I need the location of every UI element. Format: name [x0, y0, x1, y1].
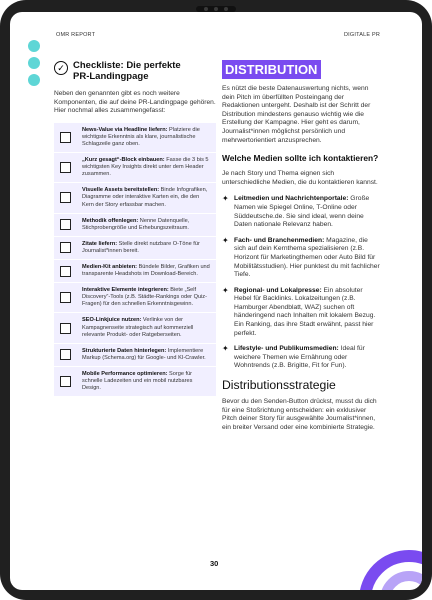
sparkle-icon: ✦ — [222, 235, 229, 245]
decor-dot — [28, 74, 40, 86]
checklist-item-label: Medien-Kit anbieten: — [82, 264, 138, 270]
checklist-item-text — [82, 371, 212, 392]
checklist-item-text — [82, 187, 212, 208]
checkbox[interactable] — [60, 323, 71, 334]
header-right: DIGITALE PR — [343, 32, 380, 38]
checklist-heading — [54, 60, 216, 82]
media-bullet — [222, 345, 380, 371]
checkbox[interactable] — [60, 292, 71, 303]
checklist-item-text — [82, 317, 212, 338]
sparkle-icon: ✦ — [222, 344, 229, 354]
checklist-item-label: News-Value via Headline liefern: — [82, 126, 168, 133]
checklist-item-description: Binde Infografiken, Diagramme oder interaktive Karten ein, die den Kern der Story erfassbar machen. — [82, 187, 208, 208]
media-bullet-label: Leitmedien und Nachrichtenportale: — [234, 195, 349, 203]
media-bullet-description: Ideal für weichere Themen wie Ernährung oder Wohntrends (z.B. Brigitte, Fit for Fun). — [234, 345, 365, 370]
media-bullet-label: Fach- und Branchenmedien: — [234, 236, 325, 244]
checklist-intro: Neben den genannten gibt es noch weitere Komponenten, die auf deine PR-Landingpage gehören. Hier nochmal alles zusammengefasst: — [54, 90, 216, 115]
media-intro: Je nach Story und Thema eignen sich unterschiedliche Medien, die du kontaktieren kannst. — [222, 170, 378, 186]
decor-dot — [28, 40, 40, 52]
checkbox[interactable] — [60, 242, 71, 253]
header-left: OMR REPORT — [56, 32, 96, 38]
checklist-item — [54, 183, 216, 213]
checkbox[interactable] — [60, 132, 71, 143]
media-bullet — [222, 237, 380, 280]
checklist-item-text — [82, 157, 212, 178]
checklist-item-text — [82, 218, 212, 232]
page — [10, 12, 422, 590]
checklist-item-description: Biete „Self Discovery“-Tools (z.B. Städte-Rankings oder Quiz-Fragen) für den schnellen Erkenntnisgewinn. — [82, 287, 207, 308]
strategy-text: Bevor du den Senden-Button drückst, musst du dich für eine Stoßrichtung entscheiden: ein exklusiver Pitch deiner Story für ausgewählte Journalist*innen, ein breiter Versand oder eine kombinierte Strategie. — [222, 398, 377, 431]
checklist-item — [54, 344, 216, 367]
checklist-item-description: Fasse die 3 bis 5 wichtigsten Key Insights direkt unter dem Header zusammen. — [82, 157, 209, 178]
distribution-title: DISTRIBUTION — [222, 60, 321, 79]
checklist-item — [54, 237, 216, 260]
checklist-item — [54, 260, 216, 283]
strategy-heading: Distributionsstrategie — [222, 378, 336, 393]
checklist-column — [54, 60, 216, 397]
checklist-items — [54, 123, 216, 397]
media-bullet-label: Regional- und Lokalpresse: — [234, 286, 322, 294]
media-bullets — [222, 195, 380, 371]
checklist-item-label: Visuelle Assets bereitstellen: — [82, 187, 160, 194]
checkbox[interactable] — [60, 162, 71, 173]
checkbox[interactable] — [60, 192, 71, 203]
checklist-item — [54, 214, 216, 237]
media-subheading: Welche Medien sollte ich kontaktieren? — [222, 153, 379, 164]
checkbox[interactable] — [60, 219, 71, 230]
checklist-item-description: Stelle direkt nutzbare O-Töne für Journalist*innen bereit. — [82, 240, 200, 254]
media-bullet-description: Magazine, die sich auf dein Kernthema spezialisieren (z.B. Horizont für Marketingthemen oder Auto Bild für Mobilitätsstudien). Hier punktest du mit fachlicher Tiefe. — [234, 236, 380, 279]
checklist-item-text — [82, 127, 212, 148]
checklist-item-text — [82, 264, 212, 278]
media-bullet-text — [234, 237, 380, 280]
checklist-item — [54, 123, 216, 153]
checklist-item-text — [82, 287, 212, 308]
checkbox[interactable] — [60, 349, 71, 360]
checklist-item-label: Interaktive Elemente integrieren: — [82, 287, 169, 294]
page-number: 30 — [210, 559, 219, 568]
checkbox[interactable] — [60, 376, 71, 387]
media-bullet-text — [234, 287, 380, 339]
media-bullet-text — [234, 345, 380, 371]
media-bullet — [222, 195, 380, 229]
checklist-title-line2: PR-Landingpage — [73, 71, 149, 82]
media-bullet-text — [234, 195, 380, 229]
checklist-item-label: SEO-Linkjuice nutzen: — [82, 317, 142, 324]
checklist-item-label: „Kurz gesagt“-Block einbauen: — [82, 157, 165, 164]
checklist-item — [54, 367, 216, 397]
distribution-intro: Es nützt die beste Datenauswertung nichts, wenn dein Pitch im überfüllten Posteingang der Redaktionen untergeht. Deshalb ist der Schritt der Distribution mindestens genauso wichtig wie die Erstellung der Kampagne. Hier geht es darum, Journalist*innen möglichst persönlich und mehrwertorientiert anzusprechen. — [222, 85, 371, 144]
checklist-item-label: Strukturierte Daten hinterlegen: — [82, 347, 167, 354]
checklist-item-label: Methodik offenlegen: — [82, 217, 139, 224]
sparkle-icon: ✦ — [222, 285, 229, 295]
checklist-title-line1: Checkliste: Die perfekte — [73, 60, 181, 71]
checklist-item-description: Platziere die wichtigste Erkenntnis als klare, journalistische Schlagzeile ganz oben. — [82, 126, 200, 147]
decor-arc — [353, 544, 422, 590]
checklist-item-description: Bündele Bilder, Grafiken und transparente Headshots im Download-Bereich. — [82, 264, 210, 278]
checklist-item-label: Zitate liefern: — [82, 240, 118, 247]
checklist-item — [54, 313, 216, 343]
checklist-item — [54, 283, 216, 313]
checklist-item-description: Sorge für schnelle Ladezeiten und ein mobil nutzbares Design. — [82, 370, 193, 392]
media-bullet-description: Große Namen wie Spiegel Online, T-Online oder Süddeutsche.de. Sie sind ideal, wenn deine Daten nationale Relevanz haben. — [234, 195, 370, 229]
checklist-item-text — [82, 241, 212, 255]
checklist-item-description: Implementiere Markup (Schema.org) für Google- und KI-Crawler. — [82, 347, 206, 361]
checklist-item-description: Nenne Datenquelle, Stichprobengröße und Erhebungszeitraum. — [82, 217, 190, 231]
checklist-item-label: Mobile Performance optimieren: — [82, 370, 168, 377]
checkbox[interactable] — [60, 266, 71, 277]
decor-dot — [28, 57, 40, 69]
media-bullet — [222, 287, 380, 339]
checklist-item-text — [82, 348, 212, 362]
check-circle-icon: ✓ — [54, 61, 68, 75]
checklist-item — [54, 153, 216, 183]
media-bullet-label: Lifestyle- und Publikumsmedien: — [234, 345, 339, 353]
checklist-item-description: Verlinke von der Kampagnenseite strategisch auf kommerziell relevante Produkt- oder Ratgeberseiten. — [82, 317, 194, 338]
distribution-column — [222, 60, 380, 440]
sparkle-icon: ✦ — [222, 194, 229, 204]
media-bullet-description: Ein absoluter Hebel für Backlinks. Lokalzeitungen (z.B. Hamburger Abendblatt, WAZ) suchen oft händeringend nach Inhalten mit lokalem Bezug. Ein Ranking, das ihre Stadt erwähnt, passt hier perfekt. — [234, 286, 376, 337]
